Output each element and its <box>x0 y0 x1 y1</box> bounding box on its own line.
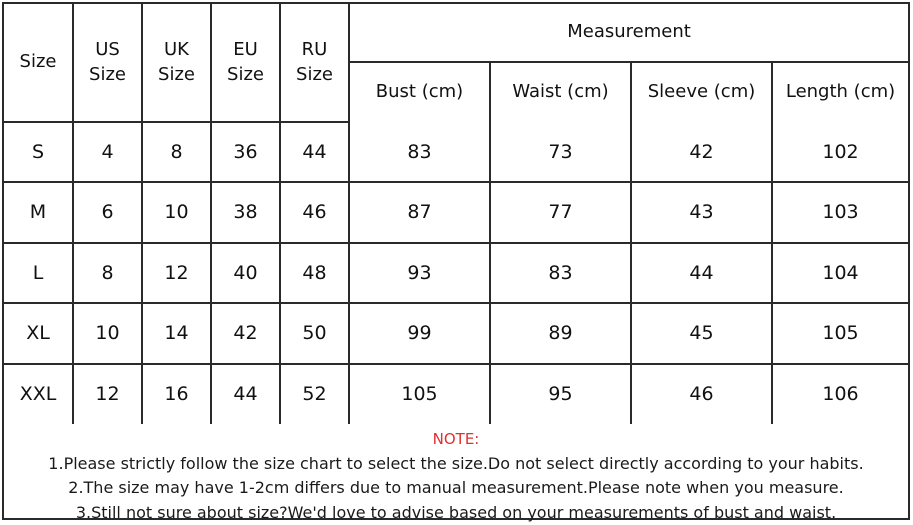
note-line-3: 3.Still not sure about size?We'd love to advise based on your measurements of bust and waist. <box>4 501 908 525</box>
cell-size: S <box>4 122 73 182</box>
cell-size: XL <box>4 303 73 363</box>
cell-size: L <box>4 243 73 303</box>
header-size <box>4 4 73 122</box>
header-us-size <box>73 4 142 122</box>
header-length <box>772 62 908 122</box>
header-sleeve-label: Sleeve (cm) <box>648 81 756 102</box>
cell-ru: 50 <box>280 303 349 363</box>
cell-size: XXL <box>4 364 73 424</box>
header-ru-line1: RU <box>302 39 328 60</box>
cell-us: 4 <box>73 122 142 182</box>
cell-sleeve: 43 <box>631 182 772 242</box>
cell-uk: 14 <box>142 303 211 363</box>
cell-bust: 105 <box>349 364 490 424</box>
cell-sleeve: 45 <box>631 303 772 363</box>
cell-us: 6 <box>73 182 142 242</box>
cell-eu: 36 <box>211 122 280 182</box>
header-bust <box>349 62 490 122</box>
notes-section <box>4 425 908 518</box>
cell-length: 103 <box>772 182 908 242</box>
cell-waist: 73 <box>490 122 631 182</box>
cell-size: M <box>4 182 73 242</box>
cell-bust: 99 <box>349 303 490 363</box>
cell-bust: 87 <box>349 182 490 242</box>
cell-waist: 77 <box>490 182 631 242</box>
cell-us: 10 <box>73 303 142 363</box>
header-us-line1: US <box>95 39 120 60</box>
header-uk-line1: UK <box>164 39 189 60</box>
cell-ru: 44 <box>280 122 349 182</box>
cell-bust: 93 <box>349 243 490 303</box>
cell-waist: 89 <box>490 303 631 363</box>
cell-eu: 38 <box>211 182 280 242</box>
header-eu-size <box>211 4 280 122</box>
cell-uk: 12 <box>142 243 211 303</box>
cell-us: 8 <box>73 243 142 303</box>
header-waist-label: Waist (cm) <box>512 81 608 102</box>
size-chart <box>2 2 910 520</box>
header-uk-size <box>142 4 211 122</box>
cell-eu: 40 <box>211 243 280 303</box>
table-row <box>4 243 908 303</box>
header-waist <box>490 62 631 122</box>
cell-sleeve: 44 <box>631 243 772 303</box>
cell-uk: 16 <box>142 364 211 424</box>
table-row <box>4 303 908 363</box>
cell-length: 106 <box>772 364 908 424</box>
cell-waist: 83 <box>490 243 631 303</box>
header-sleeve <box>631 62 772 122</box>
header-size-label: Size <box>20 51 57 72</box>
table-row <box>4 182 908 242</box>
cell-length: 102 <box>772 122 908 182</box>
cell-uk: 10 <box>142 182 211 242</box>
table-row <box>4 122 908 182</box>
header-us-line2: Size <box>89 64 126 85</box>
header-eu-line1: EU <box>233 39 258 60</box>
cell-length: 105 <box>772 303 908 363</box>
cell-length: 104 <box>772 243 908 303</box>
note-title: NOTE: <box>4 427 908 452</box>
header-length-label: Length (cm) <box>786 81 895 102</box>
cell-us: 12 <box>73 364 142 424</box>
header-measurement-label: Measurement <box>567 21 691 42</box>
cell-ru: 48 <box>280 243 349 303</box>
table-row <box>4 364 908 424</box>
header-row-1 <box>4 4 908 62</box>
cell-sleeve: 46 <box>631 364 772 424</box>
size-table <box>4 4 908 424</box>
header-ru-line2: Size <box>296 64 333 85</box>
header-ru-size <box>280 4 349 122</box>
cell-sleeve: 42 <box>631 122 772 182</box>
cell-ru: 46 <box>280 182 349 242</box>
cell-bust: 83 <box>349 122 490 182</box>
header-measurement <box>349 4 908 62</box>
cell-waist: 95 <box>490 364 631 424</box>
header-bust-label: Bust (cm) <box>376 81 463 102</box>
note-line-2: 2.The size may have 1-2cm differs due to manual measurement.Please note when you measure. <box>4 476 908 501</box>
cell-eu: 44 <box>211 364 280 424</box>
cell-uk: 8 <box>142 122 211 182</box>
note-line-1: 1.Please strictly follow the size chart to select the size.Do not select directly according to your habits. <box>4 452 908 477</box>
header-eu-line2: Size <box>227 64 264 85</box>
header-uk-line2: Size <box>158 64 195 85</box>
cell-ru: 52 <box>280 364 349 424</box>
cell-eu: 42 <box>211 303 280 363</box>
